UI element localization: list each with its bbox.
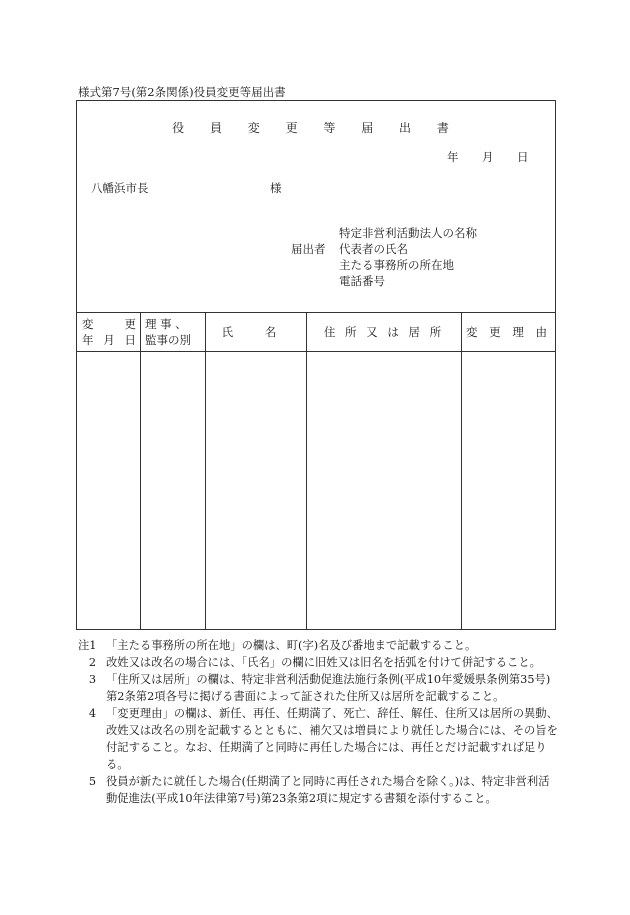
column-header-reason: 変 更 理 由: [466, 325, 551, 339]
note-text: 改姓又は改名の場合には、「氏名」の欄に旧姓又は旧名を括弧を付けて併記すること。: [106, 656, 541, 669]
recipient-honorific: 様: [270, 181, 282, 195]
note-number: 2: [88, 656, 96, 669]
form-title: 様式第7号(第2条関係)役員変更等届出書: [78, 85, 286, 99]
date-month-label: 月: [482, 150, 494, 164]
date-day-label: 日: [517, 150, 529, 164]
applicant-field-representative-name: 代表者の氏名: [339, 242, 408, 256]
document-heading: 役 員 変 更 等 届 出 書: [172, 121, 460, 135]
applicant-field-phone: 電話番号: [339, 274, 385, 288]
notes-section: [78, 637, 558, 807]
table-column-divider: [205, 312, 206, 629]
column-header-change-date: 変 更 年 月 日: [82, 317, 136, 347]
table-column-divider: [306, 312, 307, 629]
note-item: [78, 671, 558, 705]
note-item: [78, 705, 558, 773]
note-number: 3: [88, 673, 96, 686]
column-header-address: 住 所 又 は 居 所: [323, 325, 445, 339]
table-column-divider: [461, 312, 462, 629]
table-top-border: [77, 312, 555, 313]
column-header-name: 氏 名: [221, 325, 291, 339]
applicant-label: 届出者: [291, 242, 326, 256]
form-box: [76, 100, 556, 630]
column-header-role: [145, 316, 203, 348]
table-header-border: [77, 351, 555, 352]
note-item: [78, 637, 558, 654]
column-header-role-line2: 監事の別: [145, 333, 191, 347]
table-column-divider: [140, 312, 141, 629]
note-text: 「変更理由」の欄は、新任、再任、任期満了、死亡、辞任、解任、住所又は居所の異動、改姓又は改名の別を記載するとともに、補欠又は増員により就任した場合には、その旨を付記すること。なお、任期満了と同時に再任した場合には、再任とだけ記載すれば足りる。: [106, 707, 558, 771]
applicant-field-corporation-name: 特定非営利活動法人の名称: [339, 226, 477, 240]
note-text: 役員が新たに就任した場合(任期満了と同時に再任された場合を除く。)は、特定非営利活動促進法(平成10年法律第7号)第23条第2項に規定する書類を添付すること。: [106, 775, 550, 805]
note-number: 5: [88, 775, 96, 788]
applicant-field-office-address: 主たる事務所の所在地: [339, 258, 454, 272]
note-item: [78, 773, 558, 807]
note-text: 「住所又は居所」の欄は、特定非営利活動促進法施行条例(平成10年愛媛県条例第35号)第2条第2項各号に掲げる書面によって証された住所又は居所を記載すること。: [106, 673, 551, 703]
column-header-role-line1: 理 事 、: [145, 317, 187, 331]
recipient-name: 八幡浜市長: [91, 181, 149, 195]
note-number: 4: [88, 707, 96, 720]
date-year-label: 年: [447, 150, 459, 164]
note-item: [78, 654, 558, 671]
note-number: 注1: [78, 639, 97, 652]
note-text: 「主たる事務所の所在地」の欄は、町(字)名及び番地まで記載すること。: [106, 639, 477, 652]
